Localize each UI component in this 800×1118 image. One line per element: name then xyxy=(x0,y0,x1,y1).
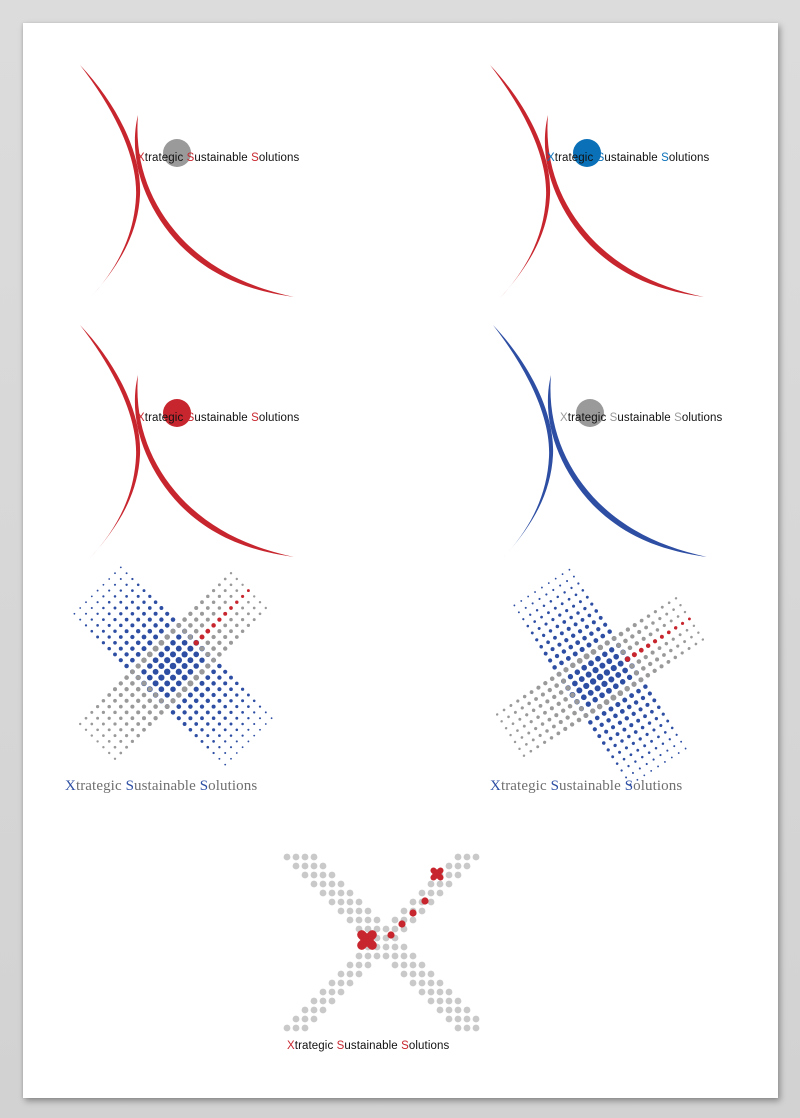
gray-dot xyxy=(410,953,417,960)
wordmark-initial: X xyxy=(65,778,76,794)
red-dot xyxy=(421,897,428,904)
gray-dot xyxy=(338,881,345,888)
wordmark-word: trategic xyxy=(567,412,610,424)
gray-dot xyxy=(311,863,318,870)
gray-dot xyxy=(338,971,345,978)
gray-dot xyxy=(455,854,462,861)
gray-dot xyxy=(392,917,399,924)
gray-dot xyxy=(356,917,363,924)
gray-dot xyxy=(383,944,390,951)
red-dot xyxy=(387,931,394,938)
gray-dot xyxy=(392,944,399,951)
wordmark-word: ustainable xyxy=(559,778,625,794)
wordmark-initial: S xyxy=(186,152,195,164)
gray-dot xyxy=(419,989,426,996)
wordmark-initial: S xyxy=(199,778,209,794)
gray-dot xyxy=(329,872,336,879)
gray-dot xyxy=(383,926,390,933)
gray-dot xyxy=(446,872,453,879)
wordmark-word: olutions xyxy=(408,1040,450,1052)
wordmark-initial: X xyxy=(490,778,501,794)
gray-dot xyxy=(455,998,462,1005)
wordmark-initial: X xyxy=(137,412,145,424)
gray-dot xyxy=(311,872,318,879)
gray-dot xyxy=(320,863,327,870)
wordmark-word: trategic xyxy=(294,1040,337,1052)
wordmark-word: ustainable xyxy=(194,412,252,424)
gray-dot xyxy=(464,1016,471,1023)
gray-dot xyxy=(347,899,354,906)
gray-dot xyxy=(338,890,345,897)
wordmark-initial: S xyxy=(251,412,259,424)
gray-dot xyxy=(446,989,453,996)
gray-dot xyxy=(302,863,309,870)
gray-dot xyxy=(302,872,309,879)
wordmark-word: olutions xyxy=(208,778,258,794)
wordmark-initial: X xyxy=(547,152,555,164)
gray-dot xyxy=(347,980,354,987)
gray-dot xyxy=(338,899,345,906)
gray-dot xyxy=(302,1016,309,1023)
wordmark-initial: S xyxy=(674,412,682,424)
gray-dot xyxy=(338,980,345,987)
gray-dot xyxy=(455,863,462,870)
wordmark-word: olutions xyxy=(258,152,300,164)
gray-dot xyxy=(338,989,345,996)
gray-dot xyxy=(446,881,453,888)
gray-dot xyxy=(302,1007,309,1014)
gray-dot xyxy=(356,971,363,978)
gray-dot xyxy=(284,1025,291,1032)
gray-dot xyxy=(311,1016,318,1023)
gray-dot xyxy=(293,854,300,861)
gray-dot xyxy=(428,998,435,1005)
gray-dot xyxy=(401,971,408,978)
gray-dot xyxy=(311,854,318,861)
gray-dot xyxy=(329,980,336,987)
gray-dot xyxy=(464,863,471,870)
gray-dot xyxy=(365,962,372,969)
gray-dot xyxy=(428,899,435,906)
gray-dot xyxy=(365,917,372,924)
gray-dot xyxy=(392,926,399,933)
gray-dot xyxy=(419,908,426,915)
gray-dot xyxy=(437,980,444,987)
gray-dot xyxy=(284,854,291,861)
gray-dot xyxy=(410,962,417,969)
gray-dot xyxy=(365,908,372,915)
wordmark-word: trategic xyxy=(144,152,187,164)
gray-dot xyxy=(329,890,336,897)
gray-dot xyxy=(464,1007,471,1014)
wordmark-initial: S xyxy=(401,1040,409,1052)
red-dot xyxy=(398,920,405,927)
gray-dot xyxy=(419,971,426,978)
gray-dot xyxy=(428,890,435,897)
wordmark-word: trategic xyxy=(554,152,597,164)
gray-dot xyxy=(437,1007,444,1014)
paper-sheet xyxy=(23,23,778,1098)
gray-dot xyxy=(401,944,408,951)
wordmark-word: trategic xyxy=(144,412,187,424)
gray-x-mark xyxy=(23,23,778,1098)
gray-dot xyxy=(455,1007,462,1014)
gray-dot xyxy=(428,971,435,978)
gray-dot xyxy=(293,1016,300,1023)
wordmark-initial: S xyxy=(550,778,560,794)
gray-dot xyxy=(347,890,354,897)
wordmark-word: ustainable xyxy=(194,152,252,164)
gray-dot xyxy=(347,962,354,969)
wordmark xyxy=(287,1040,449,1052)
gray-dot xyxy=(401,953,408,960)
gray-dot xyxy=(329,881,336,888)
gray-dot xyxy=(347,908,354,915)
gray-dot xyxy=(392,953,399,960)
wordmark-initial: X xyxy=(560,412,568,424)
gray-dot xyxy=(455,1025,462,1032)
gray-dot xyxy=(464,854,471,861)
wordmark-initial: S xyxy=(336,1040,345,1052)
gray-dot xyxy=(374,917,381,924)
gray-dot xyxy=(446,1007,453,1014)
gray-dot xyxy=(338,908,345,915)
wordmark-initial: S xyxy=(596,152,605,164)
gray-dot xyxy=(419,980,426,987)
wordmark-initial: S xyxy=(624,778,634,794)
gray-dot xyxy=(302,1025,309,1032)
gray-dot xyxy=(293,1025,300,1032)
wordmark-word: trategic xyxy=(75,778,126,794)
wordmark-word: ustainable xyxy=(344,1040,402,1052)
gray-dot xyxy=(410,917,417,924)
wordmark-word: trategic xyxy=(500,778,551,794)
gray-dot xyxy=(419,890,426,897)
red-dot xyxy=(409,909,416,916)
gray-dot xyxy=(320,890,327,897)
wordmark-initial: S xyxy=(661,152,669,164)
gray-dot xyxy=(446,863,453,870)
gray-dot xyxy=(437,881,444,888)
gray-dot xyxy=(410,899,417,906)
gray-dot xyxy=(302,854,309,861)
gray-dot xyxy=(401,908,408,915)
wordmark-initial: X xyxy=(287,1040,295,1052)
gray-dot xyxy=(356,953,363,960)
gray-dot xyxy=(311,998,318,1005)
gray-dot xyxy=(320,881,327,888)
gray-dot xyxy=(320,998,327,1005)
gray-dot xyxy=(455,872,462,879)
gray-dot xyxy=(374,953,381,960)
gray-dot xyxy=(365,953,372,960)
gray-dot xyxy=(311,1007,318,1014)
gray-dot xyxy=(347,917,354,924)
gray-dot xyxy=(428,980,435,987)
gray-x-field xyxy=(284,854,480,1032)
wordmark-initial: S xyxy=(251,152,259,164)
gray-dot xyxy=(320,872,327,879)
gray-dot xyxy=(446,998,453,1005)
gray-dot xyxy=(410,971,417,978)
gray-dot xyxy=(356,899,363,906)
gray-dot xyxy=(437,989,444,996)
wordmark-word: olutions xyxy=(633,778,683,794)
gray-dot xyxy=(329,989,336,996)
gray-dot xyxy=(320,989,327,996)
gray-dot xyxy=(356,962,363,969)
gray-dot xyxy=(446,1016,453,1023)
gray-dot xyxy=(356,908,363,915)
gray-dot xyxy=(401,962,408,969)
wordmark-word: ustainable xyxy=(604,152,662,164)
gray-dot xyxy=(473,854,480,861)
wordmark-word: olutions xyxy=(681,412,723,424)
gray-dot xyxy=(437,998,444,1005)
wordmark-initial: X xyxy=(137,152,145,164)
gray-dot xyxy=(329,899,336,906)
gray-dot xyxy=(410,980,417,987)
gray-dot xyxy=(320,1007,327,1014)
wordmark-word: olutions xyxy=(258,412,300,424)
gray-dot xyxy=(383,953,390,960)
gray-dot xyxy=(329,998,336,1005)
wordmark-word: ustainable xyxy=(617,412,675,424)
gray-dot xyxy=(419,962,426,969)
wordmark-word: ustainable xyxy=(134,778,200,794)
gray-dot xyxy=(428,881,435,888)
gray-dot xyxy=(473,1025,480,1032)
gray-dot xyxy=(464,1025,471,1032)
wordmark-initial: S xyxy=(125,778,135,794)
gray-dot xyxy=(428,989,435,996)
gray-dot xyxy=(392,962,399,969)
gray-dot xyxy=(455,1016,462,1023)
gray-dot xyxy=(347,971,354,978)
gray-dot xyxy=(311,881,318,888)
wordmark-initial: S xyxy=(609,412,618,424)
gray-dot xyxy=(437,890,444,897)
wordmark-word: olutions xyxy=(668,152,710,164)
wordmark-initial: S xyxy=(186,412,195,424)
gray-dot xyxy=(473,1016,480,1023)
gray-dot xyxy=(293,863,300,870)
